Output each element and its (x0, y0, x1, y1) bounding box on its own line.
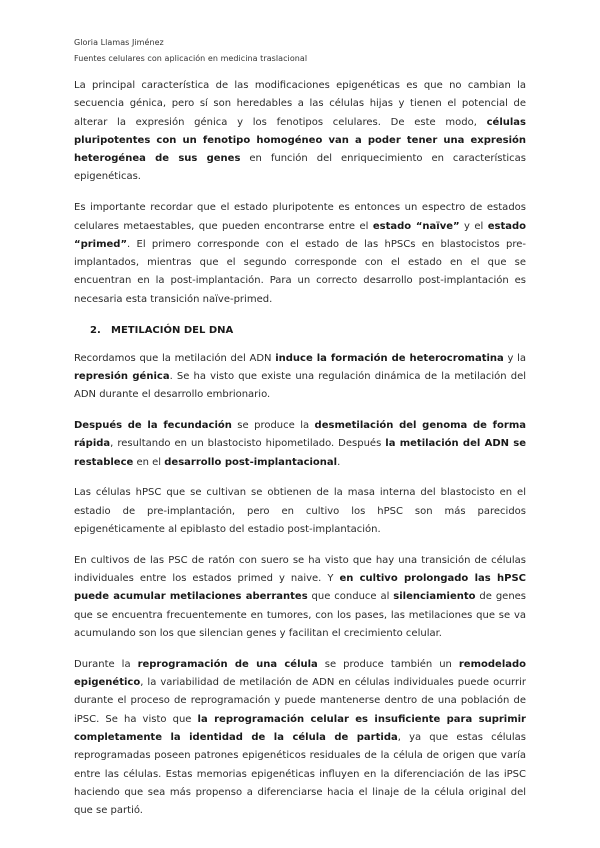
bold-text-run: induce la formación de heterocromatina (275, 352, 504, 364)
bold-text-run: desmetilación del genoma de forma rápida (74, 419, 526, 450)
bold-text-run: reprogramación de una célula (137, 658, 318, 670)
text-run: Las células hPSC que se cultivan se obtienen de la masa interna del blastocisto en el estadio de pre-implantación, pero en cultivo los hPSC son más parecidos epigenéticamente al epiblasto del estadio post-implantación. (74, 487, 526, 535)
text-run: y la (503, 352, 526, 364)
text-run: Es importante recordar que el estado pluripotente es entonces un espectro de estados celulares metaestables, que pueden encontrarse entre el (74, 202, 526, 232)
text-run: , ya que estas células reprogramadas poseen patrones epigenéticos residuales de la célula de origen que varía entre las células. Estas memorias epigenéticas influyen en la diferenciación de las iPSC haciendo que sea más propenso a diferenciarse hacia el linaje de la célula original del que se partió. (74, 731, 527, 817)
header-subtitle: Fuentes celulares con aplicación en medicina traslacional (74, 54, 308, 63)
text-run: que conduce al (307, 591, 394, 603)
paragraph (74, 656, 526, 821)
bold-text-run: represión génica (74, 370, 170, 382)
bold-text-run: estado “naïve” (372, 220, 460, 232)
text-run: . (337, 456, 341, 468)
bold-text-run: Después de la fecundación (74, 419, 232, 431)
text-run: , la variabilidad de metilación de ADN en células individuales puede ocurrir durante el proceso de reprogramación y puede mantenerse dentro de una población de iPSC. Se ha visto que (74, 677, 526, 725)
paragraph (74, 350, 526, 405)
text-run: Recordamos que la metilación del ADN (74, 352, 276, 364)
section-heading (74, 322, 526, 340)
bold-text-run: en cultivo prolongado las hPSC puede acumular metilaciones aberrantes (74, 573, 526, 603)
bold-text-run: desarrollo post-implantacional (164, 456, 338, 468)
paragraph (74, 417, 526, 472)
text-run: . El primero corresponde con el estado de las hPSCs en blastocistos pre-implantados, mientras que el segundo corresponde con el estado en el que se encuentran en la post-implantación. Para un correcto desarrollo post-implantación es necesaria esta transición naïve-primed. (74, 238, 526, 305)
paragraph (74, 484, 526, 539)
paragraph (74, 77, 526, 187)
text-run: en función del enriquecimiento en características epigenéticas. (74, 153, 527, 183)
bold-text-run: estado “primed” (74, 220, 526, 250)
paragraph (74, 199, 526, 309)
section-title: METILACIÓN DEL DNA (111, 324, 234, 336)
text-run: , resultando en un blastocisto hipometilado. Después (110, 438, 386, 450)
bold-text-run: remodelado epigenético (74, 658, 527, 689)
bold-text-run: la metilación del ADN se restablece (74, 438, 526, 468)
bold-text-run: la reprogramación celular es insuficiente para suprimir completamente la identidad de la célula de partida (74, 713, 526, 743)
bold-text-run: silenciamiento (393, 591, 476, 603)
section-number: 2. (90, 324, 101, 336)
header-author: Gloria Llamas Jiménez (74, 38, 164, 47)
document-body (74, 77, 526, 833)
paragraph (74, 552, 526, 643)
text-run: en el (133, 456, 165, 468)
text-run: La principal característica de las modificaciones epigenéticas es que no cambian la secuencia génica, pero sí son heredables a las células hijas y tienen el potencial de alterar la expresión génica y los fenotipos celulares. De este modo, (74, 80, 526, 128)
bold-text-run: células pluripotentes con un fenotipo homogéneo van a poder tener una expresión heterogénea de sus genes (74, 116, 526, 165)
text-run: y el (459, 220, 488, 232)
text-run: . Se ha visto que existe una regulación dinámica de la metilación del ADN durante el desarrollo embrionario. (74, 370, 526, 401)
text-run: Durante la (74, 658, 138, 670)
text-run: se produce la (231, 419, 315, 431)
text-run: se produce también un (317, 658, 459, 670)
running-header (74, 35, 307, 67)
text-run: En cultivos de las PSC de ratón con suero se ha visto que hay una transición de células individuales entre los estados primed y naive. Y (74, 554, 526, 585)
text-run: de genes que se encuentra frecuentemente en tumores, con los pases, las metilaciones que se va acumulando son los que silencian genes y facilitan el crecimiento celular. (74, 591, 527, 639)
